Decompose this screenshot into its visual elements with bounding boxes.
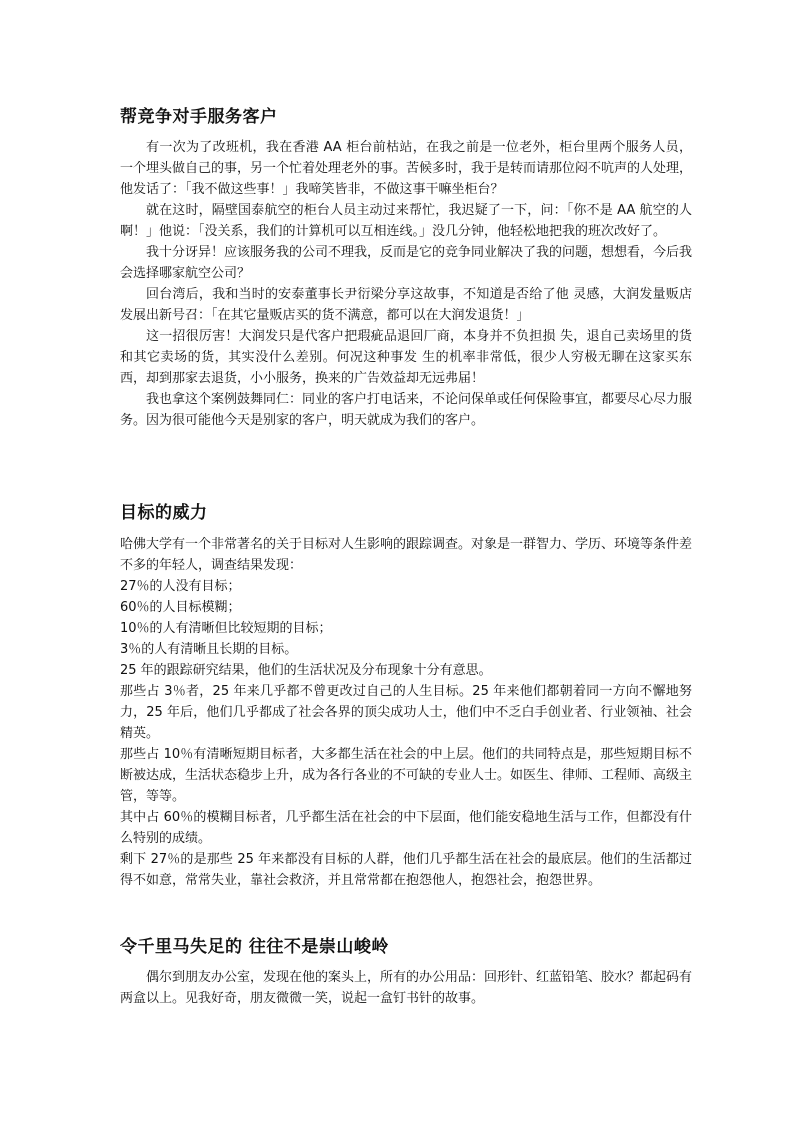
paragraph: 我十分讶异！应该服务我的公司不理我，反而是它的竞争同业解决了我的问题，想想看，今后我会选择哪家航空公司？ xyxy=(120,245,693,281)
article-body xyxy=(120,967,692,1009)
article-title: 令千里马失足的 往往不是崇山峻岭 xyxy=(120,937,389,957)
paragraph: 回台湾后，我和当时的安泰董事长尹衍梁分享这故事，不知道是否给了他 灵感，大润发量贩店发展出新号召：「在其它量贩店买的货不满意，都可以在大润发退货！」 xyxy=(120,287,692,323)
article-body xyxy=(120,137,692,431)
paragraph: 其中占 60％的模糊目标者，几乎都生活在社会的中下层面，他们能安稳地生活与工作，但都没有什么特别的成绩。 xyxy=(120,810,692,846)
paragraph: 剩下 27％的是那些 25 年来都没有目标的人群，他们几乎都生活在社会的最底层。他们的生活都过得不如意，常常失业，靠社会救济，并且常常都在抱怨他人，抱怨社会，抱怨世界。 xyxy=(120,852,692,888)
list-item: 3％的人有清晰且长期的目标。 xyxy=(120,642,298,657)
paragraph: 有一次为了改班机，我在香港 AA 柜台前枯站，在我之前是一位老外，柜台里两个服务人员，一个埋头做自己的事，另一个忙着处理老外的事。苦候多时，我于是转而请那位闷不吭声的人处理，他发话了：「我不做这些事！」我啼笑皆非，不做这事干嘛坐柜台？ xyxy=(120,140,693,197)
paragraph: 那些占 3％者，25 年来几乎都不曾更改过自己的人生目标。25 年来他们都朝着同一方向不懈地努力，25 年后，他们几乎都成了社会各界的顶尖成功人士，他们中不乏白手创业者、行业领袖、社会精英。 xyxy=(120,684,692,741)
paragraph: 25 年的跟踪研究结果，他们的生活状况及分布现象十分有意思。 xyxy=(120,663,492,678)
article-power-of-goals xyxy=(120,502,692,891)
paragraph: 偶尔到朋友办公室，发现在他的案头上，所有的办公用品：回形针、红蓝铅笔、胶水？都起码有两盒以上。见我好奇，朋友微微一笑，说起一盒钉书针的故事。 xyxy=(120,970,693,1006)
paragraph: 哈佛大学有一个非常著名的关于目标对人生影响的跟踪调查。对象是一群智力、学历、环境等条件差不多的年轻人，调查结果发现： xyxy=(120,537,693,573)
list-item: 27％的人没有目标； xyxy=(120,579,241,594)
paragraph: 这一招很厉害！大润发只是代客户把瑕疵品退回厂商，本身并不负担损 失，退自己卖场里的货和其它卖场的货，其实没什么差别。何况这种事发 生的机率非常低，很少人穷极无聊在这家买东西，却到那家去退货，小小服务，换来的广告效益却无远弗届！ xyxy=(120,329,692,386)
paragraph: 我也拿这个案例鼓舞同仁：同业的客户打电话来，不论问保单或任何保险事宜，都要尽心尽力服务。因为很可能他今天是别家的客户，明天就成为我们的客户。 xyxy=(120,392,693,428)
article-title: 目标的威力 xyxy=(120,503,208,523)
paragraph: 那些占 10％有清晰短期目标者，大多都生活在社会的中上层。他们的共同特点是，那些短期目标不断被达成，生活状态稳步上升，成为各行各业的不可缺的专业人士。如医生、律师、工程师、高级主管，等等。 xyxy=(120,747,693,804)
article-competitor-service xyxy=(120,106,692,431)
paragraph: 就在这时，隔壁国泰航空的柜台人员主动过来帮忙，我迟疑了一下，问：「你不是 AA 航空的人啊！」他说：「没关系，我们的计算机可以互相连线。」没几分钟，他轻松地把我的班次改好了。 xyxy=(120,203,692,239)
article-body xyxy=(120,534,692,891)
list-item: 10％的人有清晰但比较短期的目标； xyxy=(120,621,332,636)
list-item: 60％的人目标模糊； xyxy=(120,600,241,615)
article-title: 帮竞争对手服务客户 xyxy=(120,107,278,127)
article-stumbling-horse xyxy=(120,936,692,1009)
